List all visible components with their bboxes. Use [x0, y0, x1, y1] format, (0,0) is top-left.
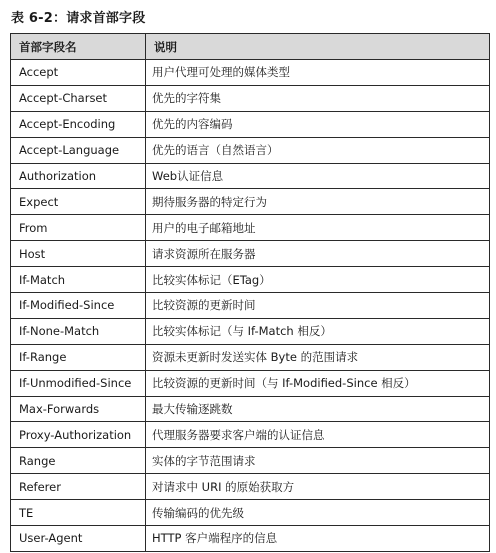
- description-cell: 资源未更新时发送实体 Byte 的范围请求: [146, 344, 490, 370]
- table-row: [11, 111, 490, 137]
- table-row: [11, 474, 490, 500]
- field-name-cell: Referer: [11, 474, 146, 500]
- field-name-cell: If-None-Match: [11, 318, 146, 344]
- table-caption: 表 6-2：请求首部字段: [11, 11, 146, 26]
- table-row: [11, 500, 490, 526]
- table-row: [11, 526, 490, 552]
- header-description: 说明: [146, 34, 490, 60]
- table-row: [11, 267, 490, 293]
- field-name-cell: Accept-Encoding: [11, 111, 146, 137]
- table-row: [11, 293, 490, 319]
- field-name-cell: Host: [11, 241, 146, 267]
- field-name-cell: From: [11, 215, 146, 241]
- description-cell: 实体的字节范围请求: [146, 448, 490, 474]
- table-row: [11, 422, 490, 448]
- field-name-cell: If-Unmodified-Since: [11, 370, 146, 396]
- description-cell: 用户代理可处理的媒体类型: [146, 60, 490, 86]
- description-cell: 传输编码的优先级: [146, 500, 490, 526]
- field-name-cell: Accept: [11, 60, 146, 86]
- description-cell: 比较实体标记（ETag）: [146, 267, 490, 293]
- table-row: [11, 215, 490, 241]
- table-row: [11, 163, 490, 189]
- table-row: [11, 241, 490, 267]
- description-cell: 对请求中 URI 的原始获取方: [146, 474, 490, 500]
- request-header-fields-table: [10, 33, 490, 552]
- table-row: [11, 396, 490, 422]
- field-name-cell: If-Modified-Since: [11, 293, 146, 319]
- field-name-cell: User-Agent: [11, 526, 146, 552]
- description-cell: Web认证信息: [146, 163, 490, 189]
- field-name-cell: Proxy-Authorization: [11, 422, 146, 448]
- table-row: [11, 370, 490, 396]
- description-cell: 比较资源的更新时间: [146, 293, 490, 319]
- table-row: [11, 85, 490, 111]
- field-name-cell: Authorization: [11, 163, 146, 189]
- field-name-cell: Expect: [11, 189, 146, 215]
- table-row: [11, 189, 490, 215]
- table-row: [11, 344, 490, 370]
- field-name-cell: TE: [11, 500, 146, 526]
- description-cell: HTTP 客户端程序的信息: [146, 526, 490, 552]
- description-cell: 用户的电子邮箱地址: [146, 215, 490, 241]
- description-cell: 优先的字符集: [146, 85, 490, 111]
- table-row: [11, 448, 490, 474]
- field-name-cell: Accept-Language: [11, 137, 146, 163]
- field-name-cell: Accept-Charset: [11, 85, 146, 111]
- header-field-name: 首部字段名: [11, 34, 146, 60]
- field-name-cell: If-Match: [11, 267, 146, 293]
- table-body: [11, 60, 490, 552]
- table-row: [11, 318, 490, 344]
- field-name-cell: Max-Forwards: [11, 396, 146, 422]
- table-row: [11, 137, 490, 163]
- description-cell: 期待服务器的特定行为: [146, 189, 490, 215]
- description-cell: 优先的语言（自然语言）: [146, 137, 490, 163]
- description-cell: 优先的内容编码: [146, 111, 490, 137]
- field-name-cell: Range: [11, 448, 146, 474]
- description-cell: 请求资源所在服务器: [146, 241, 490, 267]
- field-name-cell: If-Range: [11, 344, 146, 370]
- description-cell: 代理服务器要求客户端的认证信息: [146, 422, 490, 448]
- description-cell: 最大传输逐跳数: [146, 396, 490, 422]
- table-row: [11, 60, 490, 86]
- table-header-row: [11, 34, 490, 60]
- description-cell: 比较实体标记（与 If-Match 相反）: [146, 318, 490, 344]
- description-cell: 比较资源的更新时间（与 If-Modified-Since 相反）: [146, 370, 490, 396]
